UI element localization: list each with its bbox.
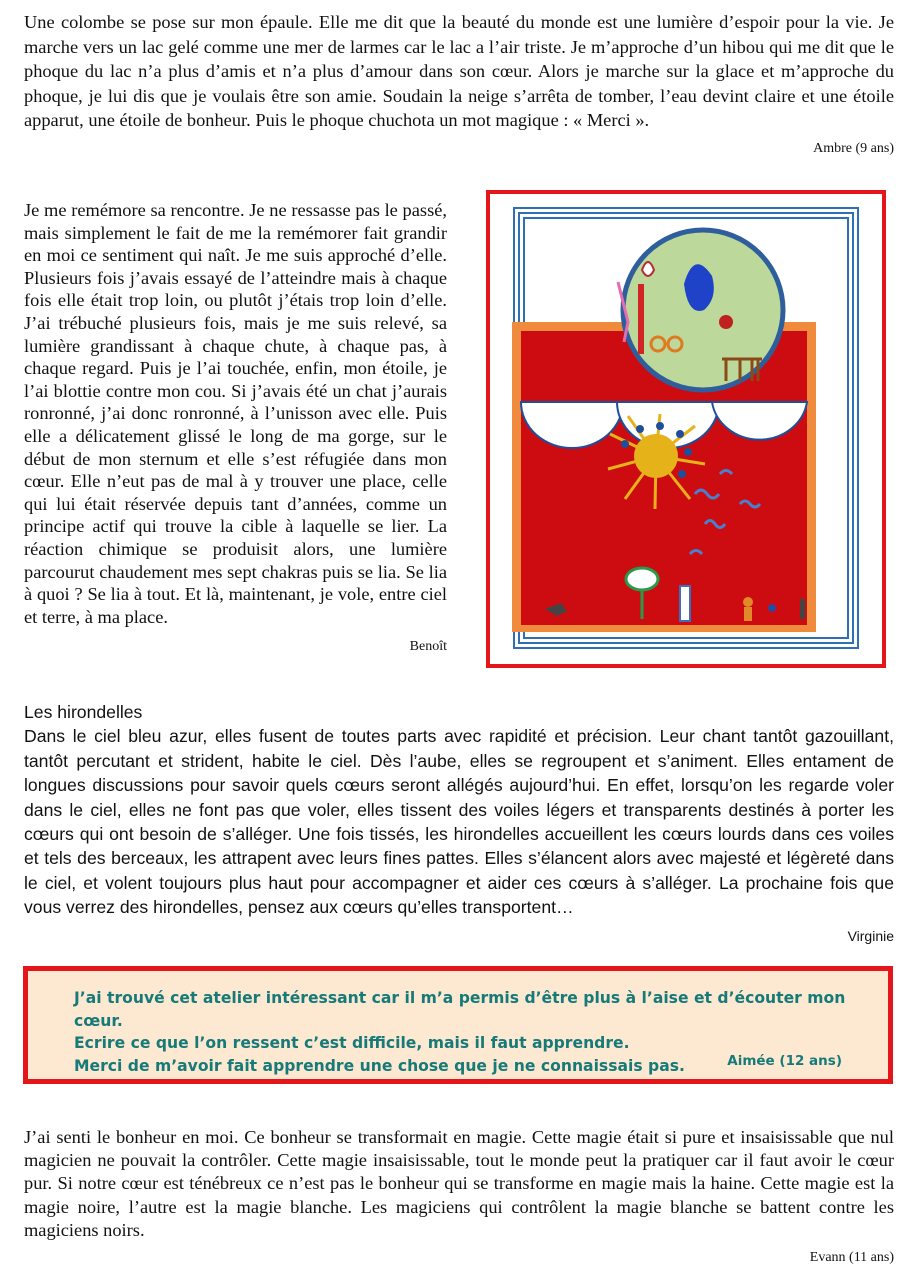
text-block-ambre xyxy=(24,10,894,161)
feedback-author: Aimée (12 ans) xyxy=(727,1053,842,1069)
hirondelles-text: Dans le ciel bleu azur, elles fusent de toutes parts avec rapidité et précision. Leur chant tantôt gazouillant, tantôt percutant et strident, habite le ciel. Dès l’aube, elles se regroupent et s’animent. Elles entament de longues discussions pour savoir quels cœurs seront allégés aujourd’hui. En effet, lorsqu’on les regarde voler dans le ciel, elles ne font pas que voler, elles tissent des voiles légers et transparents destinés à porter les cœurs qui ont besoin de s’alléger. Une fois tissés, les hirondelles accueillent les cœurs lourds dans ces voiles et tels des berceaux, les attrapent avec leurs fines pattes. Elles s’élancent alors avec majesté et légèreté dans le ciel, et volent toujours plus haut pour accompagner et aider ces cœurs à s’alléger. La prochaine fois que vous verrez des hirondelles, pensez aux cœurs qu’elles transportent… xyxy=(24,726,894,918)
evann-text: J’ai senti le bonheur en moi. Ce bonheur se transformait en magie. Cette magie était si pure et insaisissable que nul magicien ne pouvait la contrôler. Cette magie insaisissable, tout le monde peut la pratiquer car il faut avoir le cœur pur. Si notre cœur est ténébreux ce n’est pas le bonheur qui se transforme en magie mais la haine. Cette magie est la magie noire, l’autre est la magie blanche. Les magiciens qui contrôlent la magie blanche se battent contre les magiciens noirs. xyxy=(24,1127,894,1240)
benoit-text: Je me remémore sa rencontre. Je ne ressasse pas le passé, mais simplement le fait de me la remémorer fait grandir en moi ce sentiment qui naît. Je me suis approché d’elle. Plusieurs fois j’avais essayé de l’atteindre mais à chaque fois elle était trop loin, ou plutôt j’étais trop loin d’elle. J’ai trébuché plusieurs fois, mais je me suis relevé, sa lumière grandissant à chaque chute, à chaque pas, à chaque regard. Puis je l’ai touchée, enfin, mon étoile, je l’ai blottie contre mon cou. Si j’avais été un chat j’aurais ronronné, j’ai donc ronronné, à l’unisson avec elle. Puis elle a délicatement glissé le long de ma gorge, sur le début de mon sternum et elle s’est réfugiée dans mon cœur. Elle n’eut pas de mal à y trouver une place, celle qui lui était réservée depuis tant d’années, comme un principe actif qui trouve la cible à laquelle se lier. La réaction chimique se produisit alors, une lumière parcourut chaudement mes sept chakras puis se lia. Se lia à quoi ? Se lia à tout. Et là, maintenant, je vole, entre ciel et terre, à ma place. xyxy=(24,200,447,627)
feedback-line: Merci de m’avoir fait apprendre une chose que je ne connaissais pas. xyxy=(74,1056,685,1075)
hirondelles-title: Les hirondelles xyxy=(24,702,143,722)
hirondelles-author: Virginie xyxy=(847,927,894,944)
text-block-evann xyxy=(24,1126,894,1269)
text-block-benoit xyxy=(24,199,447,659)
feedback-line: J’ai trouvé cet atelier intéressant car il m’a permis d’être plus à l’aise et d’écouter mon cœur. xyxy=(74,989,846,1030)
evann-author: Evann (11 ans) xyxy=(809,1250,894,1266)
child-drawing-frame xyxy=(486,190,886,668)
benoit-author: Benoît xyxy=(409,639,447,655)
child-drawing-illustration xyxy=(490,194,882,664)
ambre-text: Une colombe se pose sur mon épaule. Elle me dit que la beauté du monde est une lumière d’espoir pour la vie. Je marche vers un lac gelé comme une mer de larmes car le lac a l’air triste. Je m’approche d’un hibou qui me dit que le phoque du lac n’a plus d’amis et n’a plus d’amour dans son cœur. Alors je marche sur la glace et m’approche du phoque, je lui dis que je voulais être son amie. Soudain la neige s’arrêta de tomber, l’eau devint claire et une étoile apparut, une étoile de bonheur. Puis le phoque chuchota un mot magique : « Merci ». xyxy=(24,12,894,130)
ambre-author: Ambre (9 ans) xyxy=(813,140,894,156)
text-block-hirondelles xyxy=(24,700,894,948)
feedback-line: Ecrire ce que l’on ressent c’est difficile, mais il faut apprendre. xyxy=(74,1034,630,1052)
feedback-quote-box xyxy=(23,966,893,1084)
